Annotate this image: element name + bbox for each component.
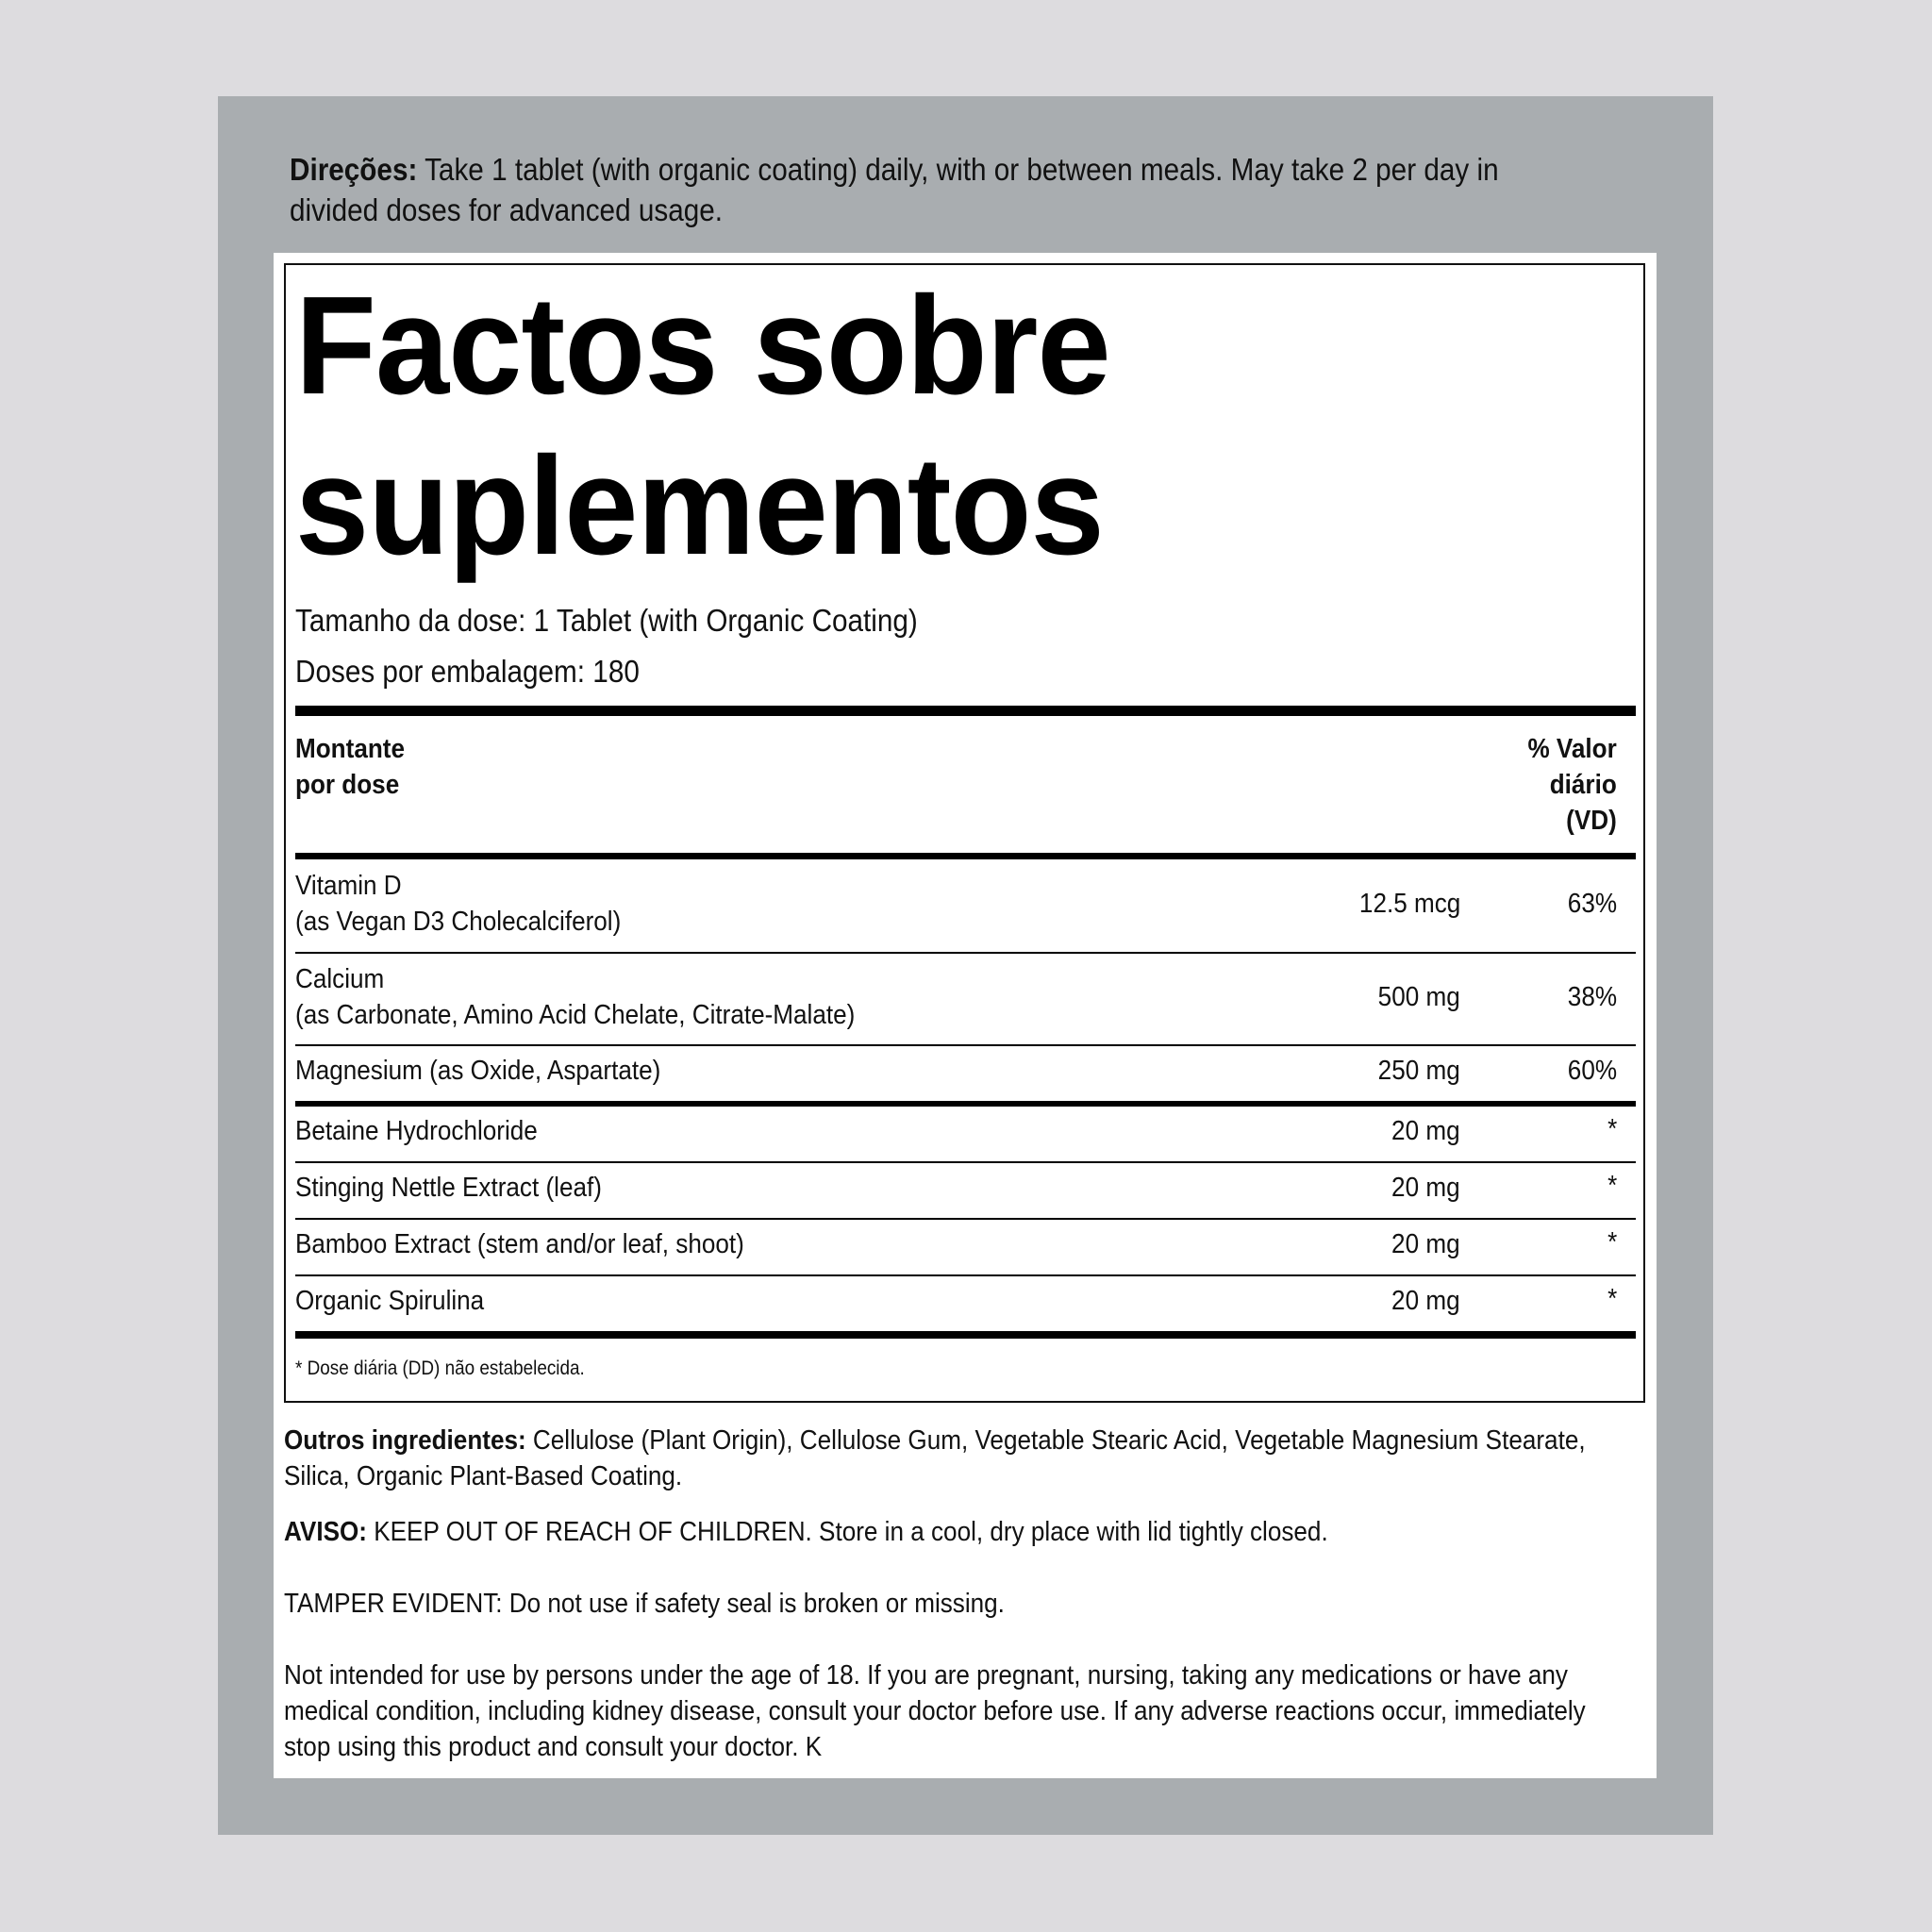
nutrient-row <box>295 1053 1636 1100</box>
ingredient-amount: 20 mg <box>1391 1286 1460 1316</box>
other-ingredients-text: Cellulose (Plant Origin), Cellulose Gum, Vegetable Stearic Acid, Vegetable Magnesium Stearate, Silica, Organic Plant-Based Coating. <box>284 1425 1586 1491</box>
daily-value-footnote: * Dose diária (DD) não estabelecida. <box>295 1357 585 1379</box>
title-line-2: suplementos <box>295 428 1104 584</box>
row-divider <box>295 1274 1636 1276</box>
other-ingredients-label: Outros ingredientes: <box>284 1425 526 1456</box>
nutrient-row <box>295 868 1636 953</box>
other-ingredients <box>284 1423 1600 1494</box>
amount-header-line-1: Montante <box>295 734 405 764</box>
ingredient-amount: 20 mg <box>1391 1116 1460 1146</box>
ingredient-daily-value: * <box>1607 1284 1617 1314</box>
ingredient-row <box>295 1170 1636 1217</box>
nutrient-amount: 500 mg <box>1377 982 1460 1012</box>
warning-label: AVISO: <box>284 1517 367 1547</box>
title-line-1: Factos sobre <box>295 268 1110 424</box>
thick-divider-bottom <box>295 1331 1636 1339</box>
ingredient-daily-value: * <box>1607 1171 1617 1201</box>
dv-header-line-2: diário <box>1549 770 1617 800</box>
warning <box>284 1514 1600 1550</box>
divider-thick-middle <box>295 1101 1636 1107</box>
nutrient-row <box>295 961 1636 1046</box>
row-divider <box>295 1161 1636 1163</box>
directions-label: Direções: <box>290 152 418 187</box>
ingredient-amount: 20 mg <box>1391 1229 1460 1259</box>
nutrient-name: Magnesium (as Oxide, Aspartate) <box>295 1056 661 1086</box>
nutrient-source: (as Carbonate, Amino Acid Chelate, Citrate-Malate) <box>295 1000 856 1030</box>
thick-divider-top <box>295 706 1636 716</box>
servings-per-container: Doses por embalagem: 180 <box>295 654 640 689</box>
ingredient-name: Organic Spirulina <box>295 1286 485 1316</box>
ingredient-name: Betaine Hydrochloride <box>295 1116 538 1146</box>
usage-disclaimer: Not intended for use by persons under the age of 18. If you are pregnant, nursing, taking any medications or have any medical condition, including kidney disease, consult your doctor before use. If any adverse reactions occur, immediately stop using this product and consult your doctor. K <box>284 1660 1586 1762</box>
supplement-facts-title <box>295 266 1281 587</box>
ingredient-row <box>295 1226 1636 1274</box>
ingredient-name: Stinging Nettle Extract (leaf) <box>295 1173 602 1203</box>
amount-per-serving-header <box>295 731 405 803</box>
nutrient-source: (as Vegan D3 Cholecalciferol) <box>295 907 622 937</box>
divider-header <box>295 853 1636 859</box>
ingredient-row <box>295 1283 1636 1330</box>
ingredient-daily-value: * <box>1607 1114 1617 1144</box>
nutrient-name: Calcium <box>295 964 385 994</box>
row-divider <box>295 1044 1636 1046</box>
row-divider <box>295 1218 1636 1220</box>
ingredient-name: Bamboo Extract (stem and/or leaf, shoot) <box>295 1229 744 1259</box>
amount-header-line-2: por dose <box>295 770 400 800</box>
daily-value-header <box>1528 731 1617 839</box>
dv-header-line-1: % Valor <box>1527 734 1617 764</box>
tamper-evident-notice: TAMPER EVIDENT: Do not use if safety seal is broken or missing. <box>284 1589 1005 1619</box>
nutrient-amount: 250 mg <box>1377 1056 1460 1086</box>
ingredient-amount: 20 mg <box>1391 1173 1460 1203</box>
ingredient-row <box>295 1113 1636 1160</box>
directions-body: Take 1 tablet (with organic coating) daily, with or between meals. May take 2 per day in divided doses for advanced usage. <box>290 152 1499 227</box>
dv-header-line-3: (VD) <box>1566 806 1617 836</box>
nutrient-daily-value: 38% <box>1567 982 1617 1012</box>
row-divider <box>295 952 1636 954</box>
warning-text: KEEP OUT OF REACH OF CHILDREN. Store in a cool, dry place with lid tightly closed. <box>366 1517 1328 1547</box>
ingredient-daily-value: * <box>1607 1227 1617 1257</box>
serving-size: Tamanho da dose: 1 Tablet (with Organic Coating) <box>295 603 918 638</box>
nutrient-amount: 12.5 mcg <box>1358 889 1460 919</box>
nutrient-daily-value: 63% <box>1567 889 1617 919</box>
nutrient-name: Vitamin D <box>295 871 402 901</box>
nutrient-daily-value: 60% <box>1567 1056 1617 1086</box>
directions-text <box>290 149 1504 230</box>
